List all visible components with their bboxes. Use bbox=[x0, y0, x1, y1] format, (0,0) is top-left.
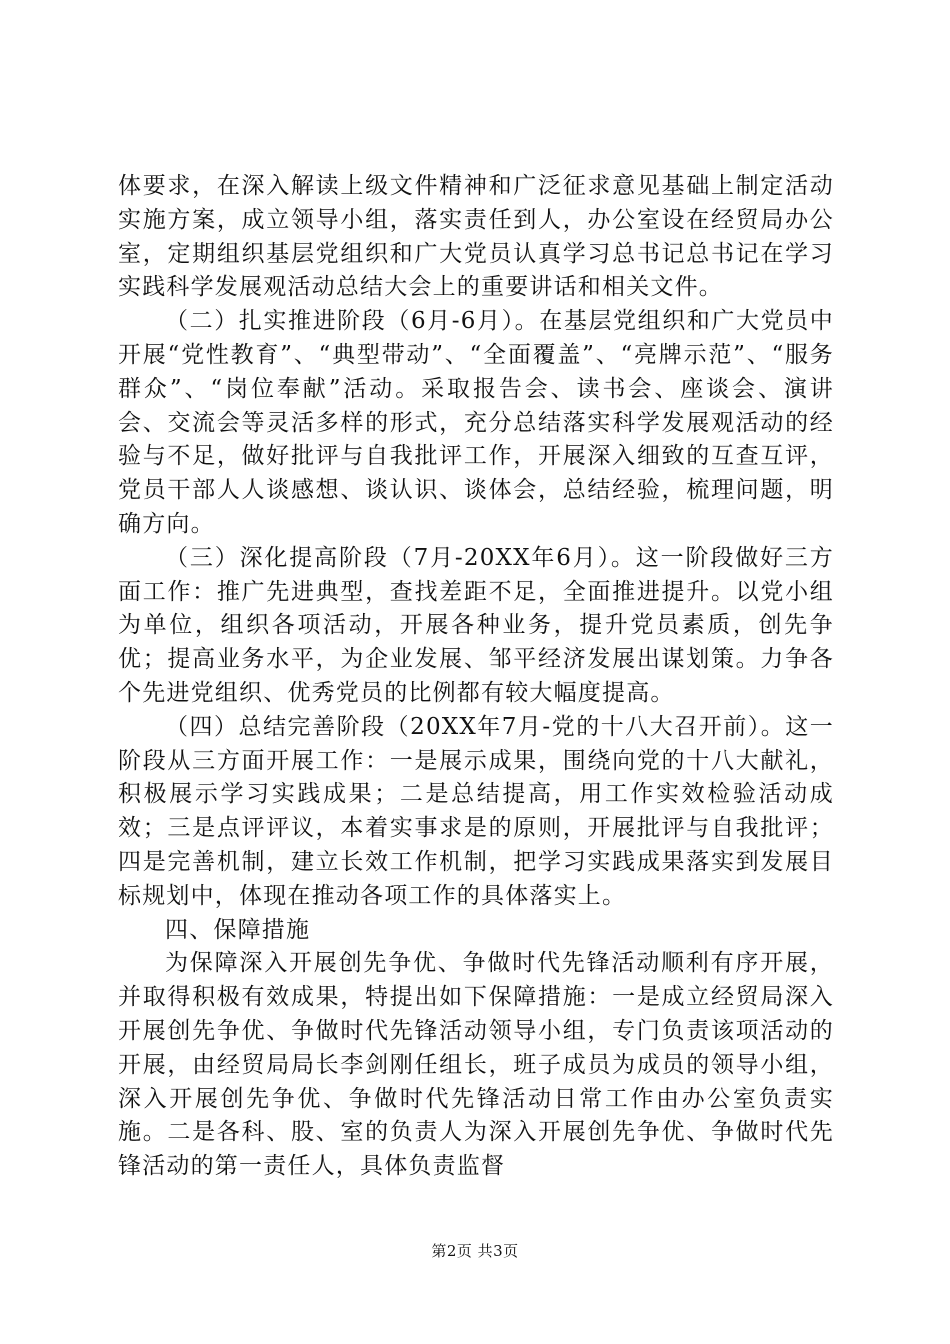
page-number: 第2页 共3页 bbox=[431, 1242, 519, 1260]
paragraph: （三）深化提高阶段（7月-20XX年6月）。这一阶段做好三方面工作：推广先进典型，查找差距不足，全面推进提升。以党小组为单位，组织各项活动，开展各种业务，提升党员素质，创先争优；提高业务水平，为企业发展、邹平经济发展出谋划策。力争各个先进党组织、优秀党员的比例都有较大幅度提高。 bbox=[118, 544, 834, 706]
paragraph: 为保障深入开展创先争优、争做时代先锋活动顺利有序开展，并取得积极有效成果，特提出如下保障措施：一是成立经贸局深入开展创先争优、争做时代先锋活动领导小组，专门负责该项活动的开展，由经贸局局长李剑刚任组长，班子成员为成员的领导小组，深入开展创先争优、争做时代先锋活动日常工作由办公室负责实施。二是各科、股、室的负责人为深入开展创先争优、争做时代先锋活动的第一责任人，具体负责监督 bbox=[118, 950, 834, 1180]
page-footer bbox=[0, 1240, 950, 1261]
paragraph: （四）总结完善阶段（20XX年7月-党的十八大召开前）。这一阶段从三方面开展工作：一是展示成果，围绕向党的十八大献礼，积极展示学习实践成果；二是总结提高，用工作实效检验活动成效；三是点评评议，本着实事求是的原则，开展批评与自我批评；四是完善机制，建立长效工作机制，把学习实践成果落实到发展目标规划中，体现在推动各项工作的具体落实上。 bbox=[118, 713, 834, 909]
paragraph: 体要求，在深入解读上级文件精神和广泛征求意见基础上制定活动实施方案，成立领导小组，落实责任到人，办公室设在经贸局办公室，定期组织基层党组织和广大党员认真学习总书记总书记在学习实践科学发展观活动总结大会上的重要讲话和相关文件。 bbox=[118, 173, 834, 301]
paragraph: （二）扎实推进阶段（6月-6月）。在基层党组织和广大党员中开展“党性教育”、“典型带动”、“全面覆盖”、“亮牌示范”、“服务群众”、“岗位奉献”活动。采取报告会、读书会、座谈会、演讲会、交流会等灵活多样的形式，充分总结落实科学发展观活动的经验与不足，做好批评与自我批评工作，开展深入细致的互查互评，党员干部人人谈感想、谈认识、谈体会，总结经验，梳理问题，明确方向。 bbox=[118, 308, 834, 537]
section-heading: 四、保障措施 bbox=[165, 916, 311, 943]
document-body bbox=[118, 170, 834, 1184]
